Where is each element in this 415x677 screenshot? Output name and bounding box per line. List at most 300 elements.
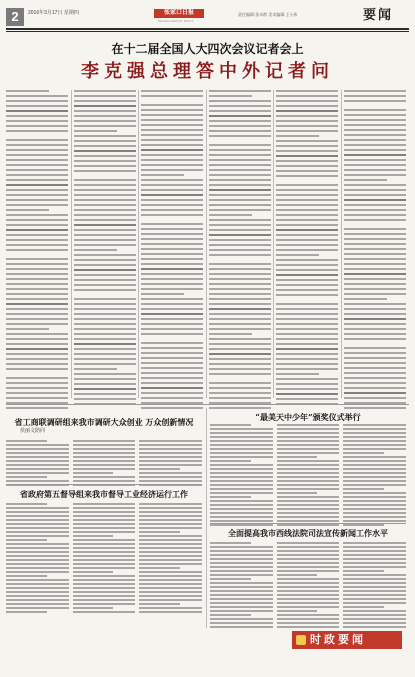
text-line: [6, 159, 68, 161]
text-line: [6, 519, 69, 521]
text-line: [6, 595, 69, 597]
text-line: [6, 90, 49, 92]
text-line: [73, 591, 136, 593]
text-line: [6, 199, 68, 201]
section-footer-label: 时政要闻: [310, 633, 366, 646]
text-line: [209, 387, 271, 389]
text-line: [210, 512, 273, 514]
story-divider: [6, 484, 202, 485]
text-line: [210, 582, 273, 584]
text-line: [6, 397, 68, 399]
text-line: [277, 622, 340, 624]
text-line: [6, 328, 49, 330]
text-line: [141, 323, 203, 325]
text-line: [6, 472, 69, 474]
text-line: [343, 570, 384, 572]
text-line: [209, 224, 271, 226]
text-line: [210, 432, 273, 434]
text-line: [6, 154, 68, 156]
column-divider: [206, 408, 207, 628]
text-line: [74, 150, 136, 152]
text-line: [344, 323, 406, 325]
text-line: [277, 602, 340, 604]
text-line: [74, 284, 136, 286]
text-line: [210, 554, 273, 556]
column-divider: [206, 90, 207, 398]
text-line: [141, 223, 203, 225]
text-line: [74, 308, 136, 310]
text-line: [6, 343, 68, 345]
text-line: [139, 543, 202, 545]
text-line: [343, 558, 406, 560]
text-line: [209, 174, 271, 176]
text-line: [73, 527, 136, 529]
text-line: [6, 298, 68, 300]
text-line: [209, 115, 271, 117]
text-line: [344, 258, 406, 260]
text-line: [74, 140, 136, 142]
text-line: [276, 90, 338, 92]
text-line: [343, 582, 406, 584]
text-line: [6, 531, 69, 533]
text-line: [141, 199, 203, 201]
text-line: [343, 496, 406, 498]
text-line: [277, 484, 340, 486]
text-line: [343, 562, 406, 564]
text-line: [141, 119, 203, 121]
text-line: [343, 480, 406, 482]
text-line: [276, 308, 338, 310]
text-line: [343, 432, 406, 434]
text-line: [209, 308, 271, 310]
text-line: [141, 283, 203, 285]
text-line: [141, 357, 203, 359]
text-line: [73, 551, 136, 553]
text-line: [209, 184, 271, 186]
text-line: [139, 591, 202, 593]
text-line: [210, 444, 273, 446]
text-line: [73, 480, 136, 482]
text-line: [6, 511, 69, 513]
text-line: [141, 189, 203, 191]
text-line: [344, 174, 406, 176]
text-line: [344, 293, 406, 295]
text-line: [74, 130, 117, 132]
text-line: [276, 363, 338, 365]
text-line: [139, 507, 202, 509]
text-line: [277, 550, 340, 552]
text-line: [6, 507, 69, 509]
text-line: [277, 610, 318, 612]
text-line: [6, 194, 68, 196]
text-line: [276, 135, 319, 137]
text-line: [277, 504, 340, 506]
text-line: [344, 159, 406, 161]
text-line: [210, 468, 273, 470]
text-line: [344, 278, 406, 280]
text-line: [344, 100, 406, 102]
text-line: [6, 547, 69, 549]
text-line: [344, 328, 406, 330]
story-title: 省工商联调研组来我市调研大众创业 万众创新情况: [14, 417, 194, 427]
text-line: [74, 378, 136, 380]
text-line: [209, 229, 271, 231]
text-line: [210, 586, 273, 588]
text-line: [73, 464, 136, 466]
text-line: [74, 318, 136, 320]
text-line: [139, 579, 202, 581]
text-line: [277, 626, 340, 628]
text-line: [344, 382, 406, 384]
text-line: [277, 440, 340, 442]
text-line: [344, 248, 406, 250]
text-line: [210, 558, 273, 560]
text-line: [6, 527, 69, 529]
text-line: [276, 165, 338, 167]
text-line: [141, 169, 203, 171]
text-line: [276, 130, 338, 132]
text-line: [210, 500, 273, 502]
text-line: [344, 243, 406, 245]
text-line: [141, 154, 203, 156]
text-line: [344, 308, 406, 310]
text-line: [74, 249, 117, 251]
masthead-rule: [6, 28, 409, 30]
text-line: [209, 254, 271, 256]
text-line: [74, 254, 136, 256]
text-line: [74, 393, 136, 395]
text-line: [210, 476, 273, 478]
text-line: [343, 566, 406, 568]
text-line: [276, 388, 338, 390]
text-line: [6, 239, 68, 241]
text-line: [277, 424, 340, 426]
text-line: [139, 480, 202, 482]
text-line: [141, 248, 203, 250]
text-line: [6, 358, 68, 360]
text-line: [276, 150, 338, 152]
text-line: [343, 468, 406, 470]
text-line: [74, 343, 136, 345]
text-line: [209, 179, 271, 181]
text-line: [276, 170, 338, 172]
text-line: [139, 460, 202, 462]
text-line: [141, 352, 203, 354]
text-line: [344, 109, 406, 111]
text-line: [344, 273, 406, 275]
text-line: [74, 303, 136, 305]
text-line: [276, 264, 338, 266]
text-line: [73, 583, 136, 585]
text-line: [276, 393, 338, 395]
text-line: [74, 204, 136, 206]
text-line: [209, 407, 271, 409]
text-line: [276, 194, 338, 196]
text-line: [6, 273, 68, 275]
text-line: [277, 606, 340, 608]
text-line: [210, 520, 273, 522]
text-line: [209, 268, 271, 270]
text-line: [277, 546, 340, 548]
text-line: [141, 333, 203, 335]
text-line: [209, 194, 271, 196]
text-line: [139, 575, 202, 577]
text-line: [344, 184, 406, 186]
text-line: [344, 268, 406, 270]
text-line: [210, 488, 273, 490]
text-line: [277, 554, 340, 556]
text-line: [74, 368, 117, 370]
text-line: [277, 570, 340, 572]
text-line: [139, 571, 202, 573]
text-line: [141, 263, 203, 265]
text-line: [74, 373, 136, 375]
text-column: [276, 90, 338, 400]
text-line: [276, 269, 338, 271]
story-subtitle: 侯丽文陪同: [20, 428, 46, 434]
text-line: [141, 144, 203, 146]
text-line: [276, 204, 338, 206]
text-line: [6, 95, 68, 97]
text-line: [141, 407, 203, 409]
text-line: [209, 363, 271, 365]
text-line: [344, 164, 406, 166]
text-line: [139, 515, 202, 517]
text-line: [141, 134, 203, 136]
text-line: [276, 95, 338, 97]
text-line: [277, 594, 340, 596]
text-line: [209, 199, 271, 201]
text-line: [6, 130, 68, 132]
text-line: [6, 387, 68, 389]
text-line: [343, 606, 384, 608]
text-line: [209, 368, 271, 370]
text-line: [6, 591, 69, 593]
text-line: [6, 452, 69, 454]
text-line: [276, 244, 338, 246]
text-line: [74, 348, 136, 350]
text-line: [343, 428, 406, 430]
text-line: [210, 480, 273, 482]
text-line: [6, 607, 69, 609]
text-line: [74, 358, 136, 360]
text-line: [6, 460, 69, 462]
text-line: [141, 278, 203, 280]
text-line: [73, 539, 136, 541]
text-line: [74, 170, 136, 172]
text-line: [209, 323, 271, 325]
text-line: [344, 228, 406, 230]
text-line: [344, 338, 406, 340]
text-line: [209, 135, 271, 137]
text-line: [209, 358, 271, 360]
text-line: [343, 472, 406, 474]
text-line: [6, 468, 69, 470]
text-line: [6, 100, 68, 102]
text-line: [277, 488, 340, 490]
text-line: [6, 448, 69, 450]
text-line: [276, 239, 338, 241]
text-line: [344, 194, 406, 196]
text-line: [6, 407, 68, 409]
text-line: [276, 303, 338, 305]
text-line: [276, 140, 338, 142]
text-line: [276, 353, 338, 355]
text-line: [6, 283, 68, 285]
text-line: [210, 614, 251, 616]
text-line: [6, 303, 68, 305]
text-line: [139, 452, 202, 454]
text-line: [141, 238, 203, 240]
text-line: [141, 397, 203, 399]
text-line: [139, 511, 202, 513]
text-line: [209, 293, 271, 295]
text-line: [139, 519, 202, 521]
text-line: [141, 387, 203, 389]
text-line: [139, 448, 202, 450]
text-line: [74, 90, 136, 92]
text-line: [6, 323, 68, 325]
masthead-rule-thin: [6, 31, 409, 32]
text-line: [209, 283, 271, 285]
text-line: [209, 90, 271, 92]
text-line: [6, 184, 68, 186]
text-line: [276, 373, 319, 375]
text-line: [73, 607, 114, 609]
text-line: [141, 95, 203, 97]
text-line: [141, 214, 203, 216]
text-line: [139, 464, 202, 466]
text-line: [141, 149, 203, 151]
text-line: [141, 114, 203, 116]
text-line: [6, 144, 68, 146]
text-line: [139, 547, 202, 549]
text-line: [74, 323, 136, 325]
text-line: [210, 562, 273, 564]
text-line: [141, 382, 203, 384]
text-line: [276, 214, 338, 216]
text-line: [209, 392, 271, 394]
text-line: [210, 440, 273, 442]
text-line: [209, 397, 271, 399]
text-line: [74, 155, 136, 157]
text-line: [210, 598, 273, 600]
text-line: [209, 338, 271, 340]
text-line: [74, 298, 136, 300]
text-line: [209, 214, 252, 216]
story-title: 全面提高我市西线法院司法宣传新闻工作水平: [228, 528, 388, 538]
text-line: [343, 554, 406, 556]
text-line: [74, 115, 136, 117]
text-line: [277, 542, 340, 544]
text-line: [343, 488, 384, 490]
text-line: [344, 263, 406, 265]
text-line: [141, 233, 203, 235]
text-line: [141, 109, 203, 111]
text-line: [141, 124, 203, 126]
text-line: [343, 578, 406, 580]
text-line: [344, 119, 406, 121]
text-line: [343, 508, 406, 510]
text-line: [209, 164, 271, 166]
page-number: 2: [6, 8, 24, 26]
text-line: [343, 516, 406, 518]
text-line: [6, 571, 69, 573]
text-line: [277, 566, 340, 568]
text-line: [276, 333, 338, 335]
text-line: [6, 219, 68, 221]
text-line: [344, 392, 406, 394]
text-line: [141, 179, 203, 181]
text-line: [210, 618, 273, 620]
text-line: [276, 323, 338, 325]
text-line: [74, 135, 136, 137]
text-line: [276, 209, 338, 211]
text-line: [344, 219, 406, 221]
text-line: [210, 504, 273, 506]
text-line: [209, 154, 271, 156]
text-line: [344, 362, 406, 364]
text-line: [74, 224, 136, 226]
text-line: [6, 603, 69, 605]
text-column: [6, 90, 68, 400]
text-line: [276, 318, 338, 320]
story-title: “最美天中少年”颁奖仪式举行: [255, 412, 361, 422]
text-line: [74, 234, 136, 236]
text-line: [343, 542, 406, 544]
text-line: [6, 563, 69, 565]
text-line: [344, 372, 406, 374]
text-line: [139, 551, 202, 553]
text-line: [210, 464, 273, 466]
text-line: [141, 194, 203, 196]
text-line: [210, 590, 273, 592]
text-line: [73, 595, 136, 597]
text-line: [276, 234, 338, 236]
text-line: [6, 368, 68, 370]
text-line: [209, 278, 271, 280]
text-line: [277, 444, 340, 446]
text-line: [6, 555, 69, 557]
text-line: [73, 460, 136, 462]
text-line: [277, 524, 340, 526]
text-line: [6, 209, 49, 211]
text-line: [74, 239, 136, 241]
text-line: [209, 110, 271, 112]
text-line: [277, 512, 340, 514]
text-line: [6, 105, 68, 107]
text-line: [276, 219, 338, 221]
text-line: [139, 527, 202, 529]
text-line: [276, 189, 338, 191]
text-line: [74, 363, 136, 365]
text-line: [277, 448, 340, 450]
text-line: [277, 520, 340, 522]
text-line: [210, 428, 273, 430]
text-line: [343, 550, 406, 552]
text-line: [344, 313, 406, 315]
text-line: [141, 268, 203, 270]
text-line: [141, 328, 203, 330]
text-line: [74, 229, 136, 231]
text-line: [209, 189, 271, 191]
text-line: [277, 480, 340, 482]
text-line: [277, 614, 340, 616]
text-line: [73, 567, 136, 569]
text-line: [344, 114, 406, 116]
text-line: [277, 598, 340, 600]
text-line: [141, 303, 203, 305]
